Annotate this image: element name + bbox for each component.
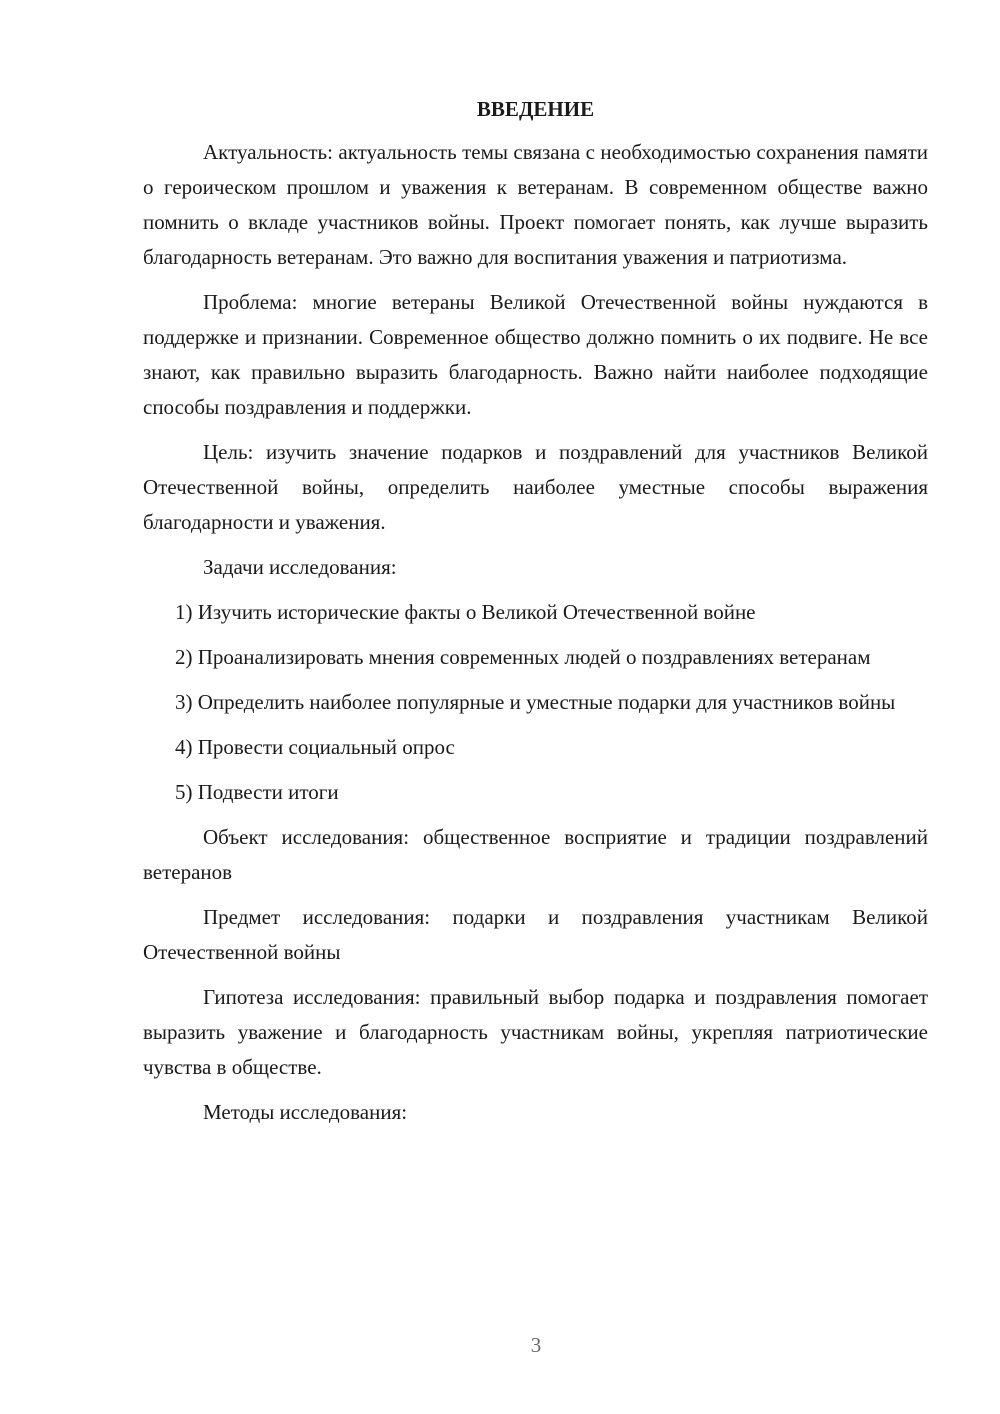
section-heading: ВВЕДЕНИЕ [476,97,595,121]
page-number: 3 [530,1333,542,1357]
document-body [143,92,928,1140]
task-item-3: 3) Определить наиболее популярные и уместные подарки для участников войны [175,690,896,714]
hypothesis-paragraph: Гипотеза исследования: правильный выбор подарка и поздравления помогает выразить уважение и благодарность участникам войны, укрепляя патриотические чувства в обществе. [143,985,928,1079]
methods-title: Методы исследования: [203,1100,408,1124]
task-item-4: 4) Провести социальный опрос [175,735,455,759]
object-paragraph: Объект исследования: общественное восприятие и традиции поздравлений ветеранов [143,825,928,884]
task-item-5: 5) Подвести итоги [175,780,339,804]
subject-paragraph: Предмет исследования: подарки и поздравления участникам Великой Отечественной войны [143,905,928,964]
relevance-paragraph: Актуальность: актуальность темы связана с необходимостью сохранения памяти о героическом прошлом и уважения к ветеранам. В современном обществе важно помнить о вкладе участников войны. Проект помогает понять, как лучше выразить благодарность ветеранам. Это важно для воспитания уважения и патриотизма. [143,140,928,269]
goal-paragraph: Цель: изучить значение подарков и поздравлений для участников Великой Отечественной войны, определить наиболее уместные способы выражения благодарности и уважения. [143,440,928,534]
tasks-title: Задачи исследования: [203,555,397,579]
problem-paragraph: Проблема: многие ветераны Великой Отечественной войны нуждаются в поддержке и признании. Современное общество должно помнить о их подвиге. Не все знают, как правильно выразить благодарность. Важно найти наиболее подходящие способы поздравления и поддержки. [143,290,928,419]
task-item-2: 2) Проанализировать мнения современных людей о поздравлениях ветеранам [175,645,871,669]
task-item-1: 1) Изучить исторические факты о Великой Отечественной войне [175,600,756,624]
